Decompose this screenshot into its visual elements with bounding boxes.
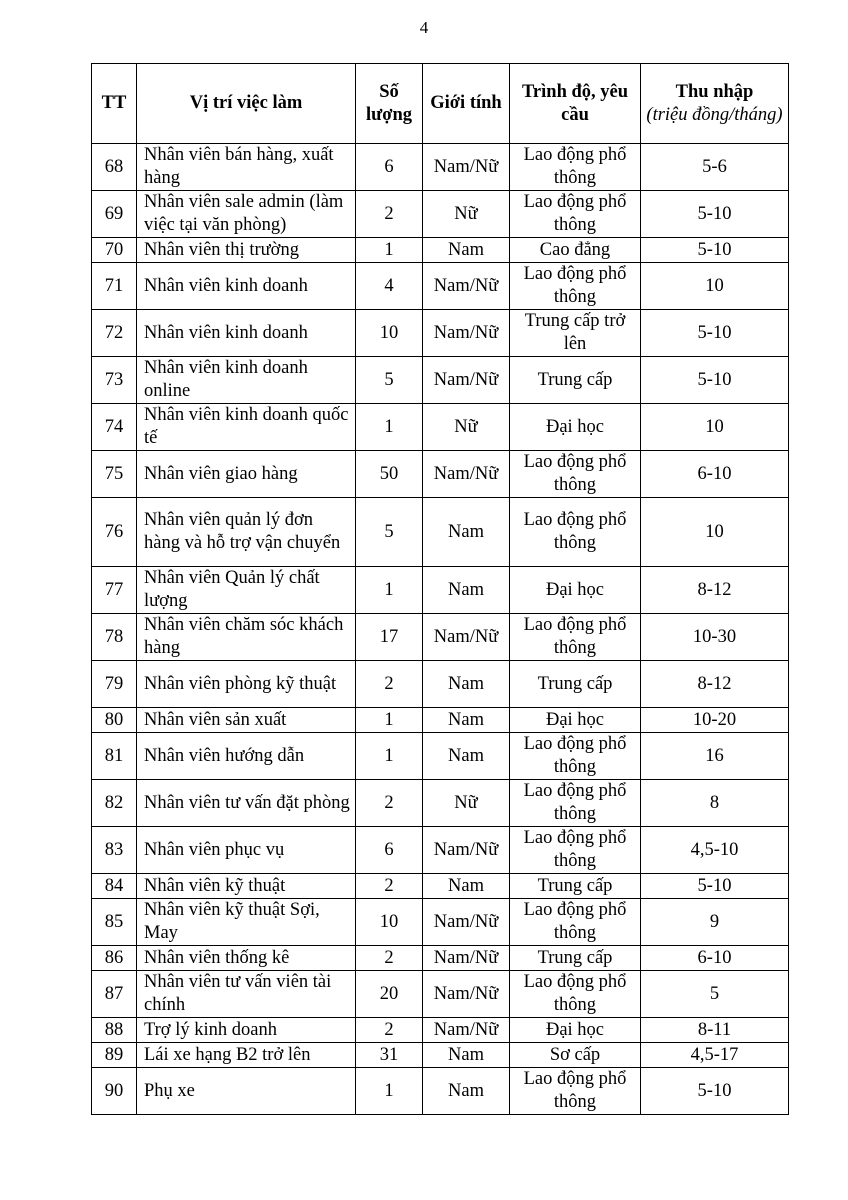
header-gender: Giới tính: [423, 64, 510, 144]
cell-position: Nhân viên kỹ thuật: [137, 874, 356, 899]
cell-quantity: 6: [356, 827, 423, 874]
table-row: [92, 1043, 789, 1068]
cell-quantity: 50: [356, 451, 423, 498]
cell-tt: 77: [92, 567, 137, 614]
cell-tt: 90: [92, 1068, 137, 1115]
cell-gender: Nam: [423, 567, 510, 614]
cell-gender: Nam/Nữ: [423, 971, 510, 1018]
cell-income: 8-12: [641, 661, 789, 708]
table-row: [92, 1068, 789, 1115]
cell-education: Đại học: [510, 404, 641, 451]
table-row: [92, 780, 789, 827]
header-income-unit: (triệu đồng/tháng): [646, 104, 783, 125]
cell-quantity: 1: [356, 1068, 423, 1115]
cell-gender: Nam: [423, 498, 510, 567]
cell-quantity: 10: [356, 899, 423, 946]
cell-gender: Nam/Nữ: [423, 1018, 510, 1043]
cell-gender: Nam: [423, 1068, 510, 1115]
table-row: [92, 310, 789, 357]
cell-quantity: 31: [356, 1043, 423, 1068]
cell-position: Nhân viên tư vấn viên tài chính: [137, 971, 356, 1018]
cell-position: Nhân viên kinh doanh quốc tế: [137, 404, 356, 451]
cell-income: 5-10: [641, 1068, 789, 1115]
header-tt: TT: [92, 64, 137, 144]
cell-tt: 81: [92, 733, 137, 780]
cell-tt: 76: [92, 498, 137, 567]
cell-position: Nhân viên quản lý đơn hàng và hỗ trợ vận chuyển: [137, 498, 356, 567]
cell-gender: Nam/Nữ: [423, 899, 510, 946]
cell-education: Lao động phổ thông: [510, 733, 641, 780]
header-quantity: Số lượng: [356, 64, 423, 144]
cell-income: 10: [641, 498, 789, 567]
cell-tt: 75: [92, 451, 137, 498]
cell-quantity: 1: [356, 404, 423, 451]
cell-gender: Nam/Nữ: [423, 827, 510, 874]
cell-position: Nhân viên chăm sóc khách hàng: [137, 614, 356, 661]
cell-education: Đại học: [510, 708, 641, 733]
cell-position: Trợ lý kinh doanh: [137, 1018, 356, 1043]
cell-quantity: 20: [356, 971, 423, 1018]
cell-education: Trung cấp trở lên: [510, 310, 641, 357]
cell-education: Lao động phổ thông: [510, 614, 641, 661]
cell-quantity: 2: [356, 191, 423, 238]
cell-education: Trung cấp: [510, 874, 641, 899]
job-listing-table: [91, 63, 789, 1115]
cell-tt: 88: [92, 1018, 137, 1043]
cell-tt: 83: [92, 827, 137, 874]
cell-position: Nhân viên bán hàng, xuất hàng: [137, 144, 356, 191]
cell-tt: 80: [92, 708, 137, 733]
cell-education: Lao động phổ thông: [510, 498, 641, 567]
header-education: Trình độ, yêu cầu: [510, 64, 641, 144]
cell-gender: Nam/Nữ: [423, 614, 510, 661]
cell-education: Lao động phổ thông: [510, 780, 641, 827]
table-body: [92, 144, 789, 1115]
cell-income: 5: [641, 971, 789, 1018]
cell-education: Lao động phổ thông: [510, 971, 641, 1018]
cell-education: Đại học: [510, 567, 641, 614]
cell-education: Lao động phổ thông: [510, 451, 641, 498]
cell-position: Nhân viên hướng dẫn: [137, 733, 356, 780]
cell-position: Nhân viên kỹ thuật Sợi, May: [137, 899, 356, 946]
cell-position: Nhân viên giao hàng: [137, 451, 356, 498]
header-position: Vị trí việc làm: [137, 64, 356, 144]
cell-income: 8-11: [641, 1018, 789, 1043]
cell-education: Cao đẳng: [510, 238, 641, 263]
cell-income: 5-10: [641, 310, 789, 357]
header-income-label: Thu nhập: [675, 81, 754, 102]
cell-position: Nhân viên phòng kỹ thuật: [137, 661, 356, 708]
cell-education: Lao động phổ thông: [510, 899, 641, 946]
cell-quantity: 2: [356, 661, 423, 708]
table-row: [92, 1018, 789, 1043]
table-row: [92, 899, 789, 946]
cell-gender: Nam: [423, 733, 510, 780]
table-row: [92, 238, 789, 263]
cell-income: 8: [641, 780, 789, 827]
cell-tt: 74: [92, 404, 137, 451]
cell-gender: Nam/Nữ: [423, 310, 510, 357]
cell-tt: 86: [92, 946, 137, 971]
cell-education: Lao động phổ thông: [510, 191, 641, 238]
cell-tt: 72: [92, 310, 137, 357]
cell-gender: Nữ: [423, 191, 510, 238]
cell-tt: 89: [92, 1043, 137, 1068]
cell-gender: Nữ: [423, 780, 510, 827]
cell-position: Nhân viên sản xuất: [137, 708, 356, 733]
cell-position: Nhân viên thị trường: [137, 238, 356, 263]
cell-education: Lao động phổ thông: [510, 827, 641, 874]
table-row: [92, 191, 789, 238]
table-row: [92, 661, 789, 708]
cell-gender: Nam/Nữ: [423, 144, 510, 191]
cell-quantity: 2: [356, 946, 423, 971]
cell-tt: 79: [92, 661, 137, 708]
cell-position: Lái xe hạng B2 trở lên: [137, 1043, 356, 1068]
cell-income: 9: [641, 899, 789, 946]
cell-quantity: 6: [356, 144, 423, 191]
cell-position: Phụ xe: [137, 1068, 356, 1115]
cell-quantity: 1: [356, 708, 423, 733]
table-row: [92, 144, 789, 191]
cell-tt: 82: [92, 780, 137, 827]
cell-position: Nhân viên kinh doanh online: [137, 357, 356, 404]
cell-gender: Nam: [423, 661, 510, 708]
table-row: [92, 708, 789, 733]
cell-quantity: 17: [356, 614, 423, 661]
cell-gender: Nam/Nữ: [423, 451, 510, 498]
cell-position: Nhân viên sale admin (làm việc tại văn phòng): [137, 191, 356, 238]
cell-tt: 68: [92, 144, 137, 191]
table-row: [92, 614, 789, 661]
cell-quantity: 1: [356, 567, 423, 614]
cell-income: 6-10: [641, 451, 789, 498]
cell-quantity: 5: [356, 498, 423, 567]
cell-gender: Nam: [423, 874, 510, 899]
cell-gender: Nam: [423, 708, 510, 733]
table-row: [92, 263, 789, 310]
cell-position: Nhân viên kinh doanh: [137, 263, 356, 310]
cell-tt: 87: [92, 971, 137, 1018]
cell-education: Trung cấp: [510, 357, 641, 404]
table-row: [92, 827, 789, 874]
table-row: [92, 451, 789, 498]
cell-education: Sơ cấp: [510, 1043, 641, 1068]
cell-gender: Nam/Nữ: [423, 357, 510, 404]
cell-tt: 85: [92, 899, 137, 946]
table-row: [92, 946, 789, 971]
cell-education: Trung cấp: [510, 661, 641, 708]
cell-tt: 70: [92, 238, 137, 263]
cell-tt: 73: [92, 357, 137, 404]
cell-quantity: 2: [356, 780, 423, 827]
table-row: [92, 498, 789, 567]
cell-position: Nhân viên thống kê: [137, 946, 356, 971]
table-row: [92, 971, 789, 1018]
cell-income: 10: [641, 404, 789, 451]
cell-income: 6-10: [641, 946, 789, 971]
cell-tt: 84: [92, 874, 137, 899]
cell-tt: 78: [92, 614, 137, 661]
cell-tt: 69: [92, 191, 137, 238]
cell-education: Đại học: [510, 1018, 641, 1043]
cell-quantity: 5: [356, 357, 423, 404]
table-row: [92, 404, 789, 451]
cell-gender: Nam: [423, 1043, 510, 1068]
cell-income: 5-10: [641, 874, 789, 899]
cell-education: Lao động phổ thông: [510, 263, 641, 310]
cell-education: Lao động phổ thông: [510, 144, 641, 191]
cell-income: 5-10: [641, 357, 789, 404]
cell-quantity: 1: [356, 733, 423, 780]
cell-income: 16: [641, 733, 789, 780]
table-row: [92, 567, 789, 614]
cell-gender: Nam/Nữ: [423, 946, 510, 971]
cell-gender: Nam: [423, 238, 510, 263]
cell-education: Trung cấp: [510, 946, 641, 971]
cell-income: 8-12: [641, 567, 789, 614]
cell-education: Lao động phổ thông: [510, 1068, 641, 1115]
table-row: [92, 733, 789, 780]
cell-quantity: 10: [356, 310, 423, 357]
cell-income: 4,5-10: [641, 827, 789, 874]
cell-income: 10: [641, 263, 789, 310]
cell-income: 4,5-17: [641, 1043, 789, 1068]
cell-quantity: 2: [356, 1018, 423, 1043]
cell-position: Nhân viên Quản lý chất lượng: [137, 567, 356, 614]
table-header-row: [92, 64, 789, 144]
cell-income: 10-20: [641, 708, 789, 733]
cell-income: 10-30: [641, 614, 789, 661]
table-row: [92, 874, 789, 899]
cell-quantity: 2: [356, 874, 423, 899]
table-row: [92, 357, 789, 404]
cell-tt: 71: [92, 263, 137, 310]
page-number: 4: [419, 18, 429, 37]
cell-gender: Nữ: [423, 404, 510, 451]
cell-income: 5-10: [641, 191, 789, 238]
header-income: [641, 64, 789, 144]
cell-income: 5-6: [641, 144, 789, 191]
cell-quantity: 4: [356, 263, 423, 310]
cell-position: Nhân viên tư vấn đặt phòng: [137, 780, 356, 827]
cell-position: Nhân viên kinh doanh: [137, 310, 356, 357]
cell-quantity: 1: [356, 238, 423, 263]
cell-gender: Nam/Nữ: [423, 263, 510, 310]
cell-position: Nhân viên phục vụ: [137, 827, 356, 874]
cell-income: 5-10: [641, 238, 789, 263]
